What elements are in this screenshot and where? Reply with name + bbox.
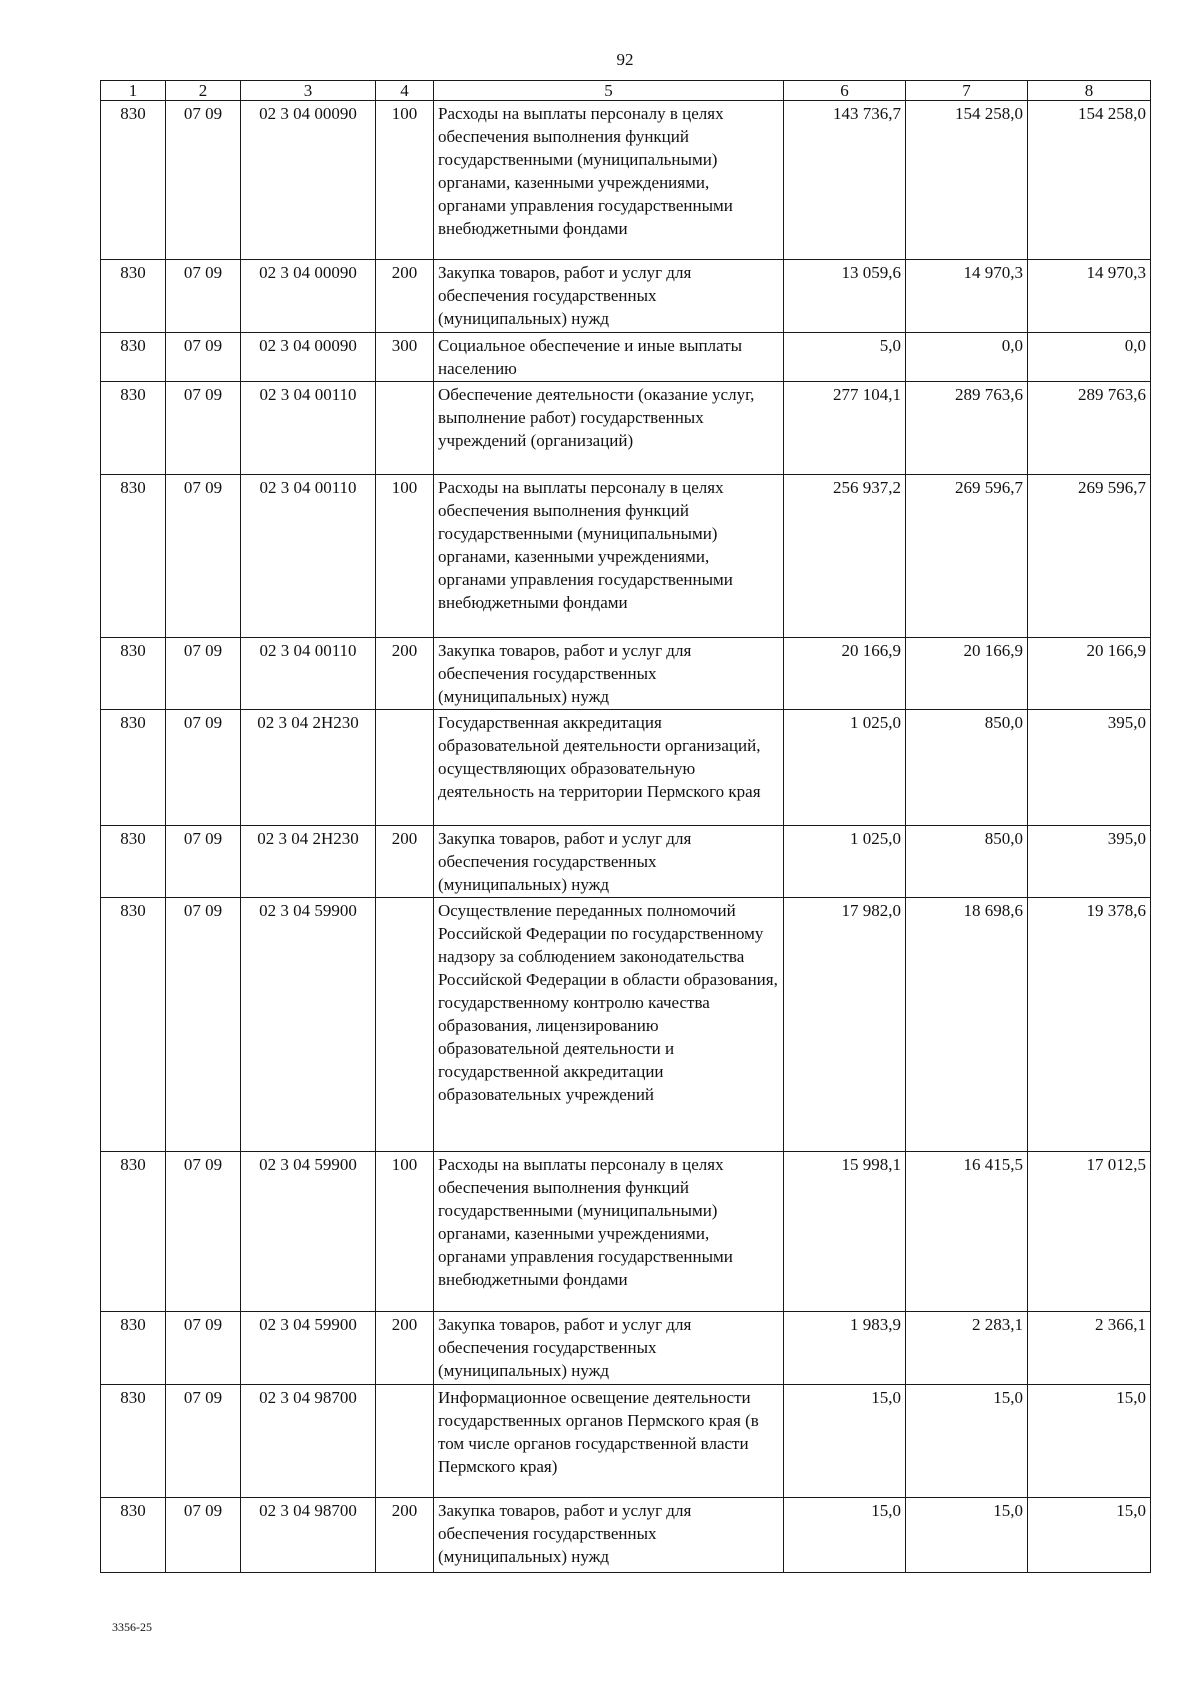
- cell-target-article: 02 3 04 59900: [241, 1312, 376, 1385]
- cell-target-article: 02 3 04 00110: [241, 638, 376, 710]
- cell-amount-col7: 2 283,1: [906, 1312, 1028, 1385]
- page-number: 92: [616, 50, 634, 69]
- table-row: [101, 1498, 1151, 1573]
- cell-description: Закупка товаров, работ и услуг для обеспечения государственных (муниципальных) нужд: [434, 826, 784, 898]
- table-row: [101, 1385, 1151, 1498]
- cell-ministry: 830: [101, 475, 166, 638]
- cell-amount-col6: 15,0: [784, 1385, 906, 1498]
- cell-ministry: 830: [101, 1498, 166, 1573]
- header-cell: 2: [166, 81, 241, 101]
- cell-section: 07 09: [166, 475, 241, 638]
- cell-amount-col7: 20 166,9: [906, 638, 1028, 710]
- cell-expense-type: 200: [376, 1312, 434, 1385]
- cell-amount-col8: 269 596,7: [1028, 475, 1151, 638]
- budget-table: [100, 80, 1151, 1573]
- cell-description: Закупка товаров, работ и услуг для обеспечения государственных (муниципальных) нужд: [434, 1312, 784, 1385]
- header-cell: 4: [376, 81, 434, 101]
- cell-target-article: 02 3 04 59900: [241, 1152, 376, 1312]
- cell-target-article: 02 3 04 00110: [241, 382, 376, 475]
- cell-amount-col8: 17 012,5: [1028, 1152, 1151, 1312]
- cell-ministry: 830: [101, 1152, 166, 1312]
- cell-section: 07 09: [166, 1385, 241, 1498]
- cell-amount-col6: 1 983,9: [784, 1312, 906, 1385]
- cell-section: 07 09: [166, 1498, 241, 1573]
- table-row: [101, 382, 1151, 475]
- cell-expense-type: [376, 382, 434, 475]
- cell-ministry: 830: [101, 260, 166, 333]
- cell-section: 07 09: [166, 101, 241, 260]
- cell-expense-type: 200: [376, 1498, 434, 1573]
- cell-ministry: 830: [101, 1312, 166, 1385]
- cell-section: 07 09: [166, 1312, 241, 1385]
- table-row: [101, 1312, 1151, 1385]
- cell-expense-type: 100: [376, 1152, 434, 1312]
- cell-amount-col7: 850,0: [906, 710, 1028, 826]
- cell-amount-col6: 256 937,2: [784, 475, 906, 638]
- cell-description: Закупка товаров, работ и услуг для обеспечения государственных (муниципальных) нужд: [434, 260, 784, 333]
- cell-section: 07 09: [166, 1152, 241, 1312]
- header-cell: 5: [434, 81, 784, 101]
- cell-amount-col8: 19 378,6: [1028, 898, 1151, 1152]
- cell-target-article: 02 3 04 98700: [241, 1385, 376, 1498]
- cell-ministry: 830: [101, 826, 166, 898]
- cell-section: 07 09: [166, 898, 241, 1152]
- cell-amount-col6: 1 025,0: [784, 826, 906, 898]
- cell-expense-type: [376, 898, 434, 1152]
- cell-amount-col6: 15,0: [784, 1498, 906, 1573]
- cell-ministry: 830: [101, 710, 166, 826]
- cell-description: Расходы на выплаты персоналу в целях обеспечения выполнения функций государственными (муниципальными) органами, казенными учреждениями, органами управления государственными внебюджетными фондами: [434, 101, 784, 260]
- cell-amount-col6: 277 104,1: [784, 382, 906, 475]
- cell-amount-col7: 289 763,6: [906, 382, 1028, 475]
- table-row: [101, 260, 1151, 333]
- table-row: [101, 475, 1151, 638]
- cell-expense-type: 300: [376, 333, 434, 382]
- cell-amount-col6: 143 736,7: [784, 101, 906, 260]
- cell-amount-col8: 15,0: [1028, 1385, 1151, 1498]
- cell-section: 07 09: [166, 638, 241, 710]
- cell-target-article: 02 3 04 2Н230: [241, 826, 376, 898]
- cell-section: 07 09: [166, 260, 241, 333]
- cell-ministry: 830: [101, 638, 166, 710]
- cell-description: Расходы на выплаты персоналу в целях обеспечения выполнения функций государственными (муниципальными) органами, казенными учреждениями, органами управления государственными внебюджетными фондами: [434, 475, 784, 638]
- cell-expense-type: 200: [376, 260, 434, 333]
- cell-amount-col7: 15,0: [906, 1498, 1028, 1573]
- table-header-row: [101, 81, 1151, 101]
- cell-expense-type: [376, 1385, 434, 1498]
- cell-expense-type: 200: [376, 826, 434, 898]
- header-cell: 3: [241, 81, 376, 101]
- cell-expense-type: 100: [376, 101, 434, 260]
- header-cell: 6: [784, 81, 906, 101]
- cell-ministry: 830: [101, 1385, 166, 1498]
- cell-amount-col7: 14 970,3: [906, 260, 1028, 333]
- cell-amount-col6: 5,0: [784, 333, 906, 382]
- cell-amount-col8: 289 763,6: [1028, 382, 1151, 475]
- cell-target-article: 02 3 04 00110: [241, 475, 376, 638]
- cell-description: Обеспечение деятельности (оказание услуг, выполнение работ) государственных учреждений (организаций): [434, 382, 784, 475]
- cell-expense-type: [376, 710, 434, 826]
- cell-amount-col7: 16 415,5: [906, 1152, 1028, 1312]
- cell-section: 07 09: [166, 382, 241, 475]
- cell-description: Расходы на выплаты персоналу в целях обеспечения выполнения функций государственными (муниципальными) органами, казенными учреждениями, органами управления государственными внебюджетными фондами: [434, 1152, 784, 1312]
- header-cell: 7: [906, 81, 1028, 101]
- cell-amount-col8: 154 258,0: [1028, 101, 1151, 260]
- table-row: [101, 826, 1151, 898]
- cell-amount-col7: 0,0: [906, 333, 1028, 382]
- table-row: [101, 333, 1151, 382]
- cell-amount-col8: 2 366,1: [1028, 1312, 1151, 1385]
- cell-amount-col8: 395,0: [1028, 826, 1151, 898]
- cell-target-article: 02 3 04 00090: [241, 260, 376, 333]
- cell-target-article: 02 3 04 00090: [241, 333, 376, 382]
- cell-amount-col6: 13 059,6: [784, 260, 906, 333]
- header-cell: 1: [101, 81, 166, 101]
- table-row: [101, 101, 1151, 260]
- cell-description: Информационное освещение деятельности государственных органов Пермского края (в том числе органов государственной власти Пермского края): [434, 1385, 784, 1498]
- document-code: 3356-25: [112, 1620, 152, 1634]
- cell-expense-type: 100: [376, 475, 434, 638]
- cell-amount-col8: 20 166,9: [1028, 638, 1151, 710]
- cell-target-article: 02 3 04 00090: [241, 101, 376, 260]
- table-row: [101, 1152, 1151, 1312]
- cell-amount-col7: 269 596,7: [906, 475, 1028, 638]
- cell-amount-col6: 15 998,1: [784, 1152, 906, 1312]
- table-row: [101, 638, 1151, 710]
- cell-ministry: 830: [101, 382, 166, 475]
- header-cell: 8: [1028, 81, 1151, 101]
- cell-description: Государственная аккредитация образовательной деятельности организаций, осуществляющих образовательную деятельность на территории Пермского края: [434, 710, 784, 826]
- cell-ministry: 830: [101, 898, 166, 1152]
- cell-ministry: 830: [101, 333, 166, 382]
- cell-expense-type: 200: [376, 638, 434, 710]
- cell-amount-col6: 17 982,0: [784, 898, 906, 1152]
- cell-amount-col7: 15,0: [906, 1385, 1028, 1498]
- cell-description: Закупка товаров, работ и услуг для обеспечения государственных (муниципальных) нужд: [434, 1498, 784, 1573]
- cell-amount-col7: 154 258,0: [906, 101, 1028, 260]
- cell-ministry: 830: [101, 101, 166, 260]
- cell-target-article: 02 3 04 2Н230: [241, 710, 376, 826]
- cell-section: 07 09: [166, 710, 241, 826]
- cell-section: 07 09: [166, 333, 241, 382]
- cell-amount-col8: 15,0: [1028, 1498, 1151, 1573]
- cell-description: Закупка товаров, работ и услуг для обеспечения государственных (муниципальных) нужд: [434, 638, 784, 710]
- cell-section: 07 09: [166, 826, 241, 898]
- cell-amount-col8: 0,0: [1028, 333, 1151, 382]
- cell-amount-col6: 1 025,0: [784, 710, 906, 826]
- cell-description: Осуществление переданных полномочий Российской Федерации по государственному надзору за соблюдением законодательства Российской Федерации в области образования, государственному контролю качества образования, лицензированию образовательной деятельности и государственной аккредитации образовательных учреждений: [434, 898, 784, 1152]
- cell-amount-col7: 850,0: [906, 826, 1028, 898]
- cell-target-article: 02 3 04 59900: [241, 898, 376, 1152]
- cell-amount-col8: 14 970,3: [1028, 260, 1151, 333]
- cell-target-article: 02 3 04 98700: [241, 1498, 376, 1573]
- table-row: [101, 710, 1151, 826]
- cell-amount-col7: 18 698,6: [906, 898, 1028, 1152]
- cell-description: Социальное обеспечение и иные выплаты населению: [434, 333, 784, 382]
- cell-amount-col6: 20 166,9: [784, 638, 906, 710]
- cell-amount-col8: 395,0: [1028, 710, 1151, 826]
- table-row: [101, 898, 1151, 1152]
